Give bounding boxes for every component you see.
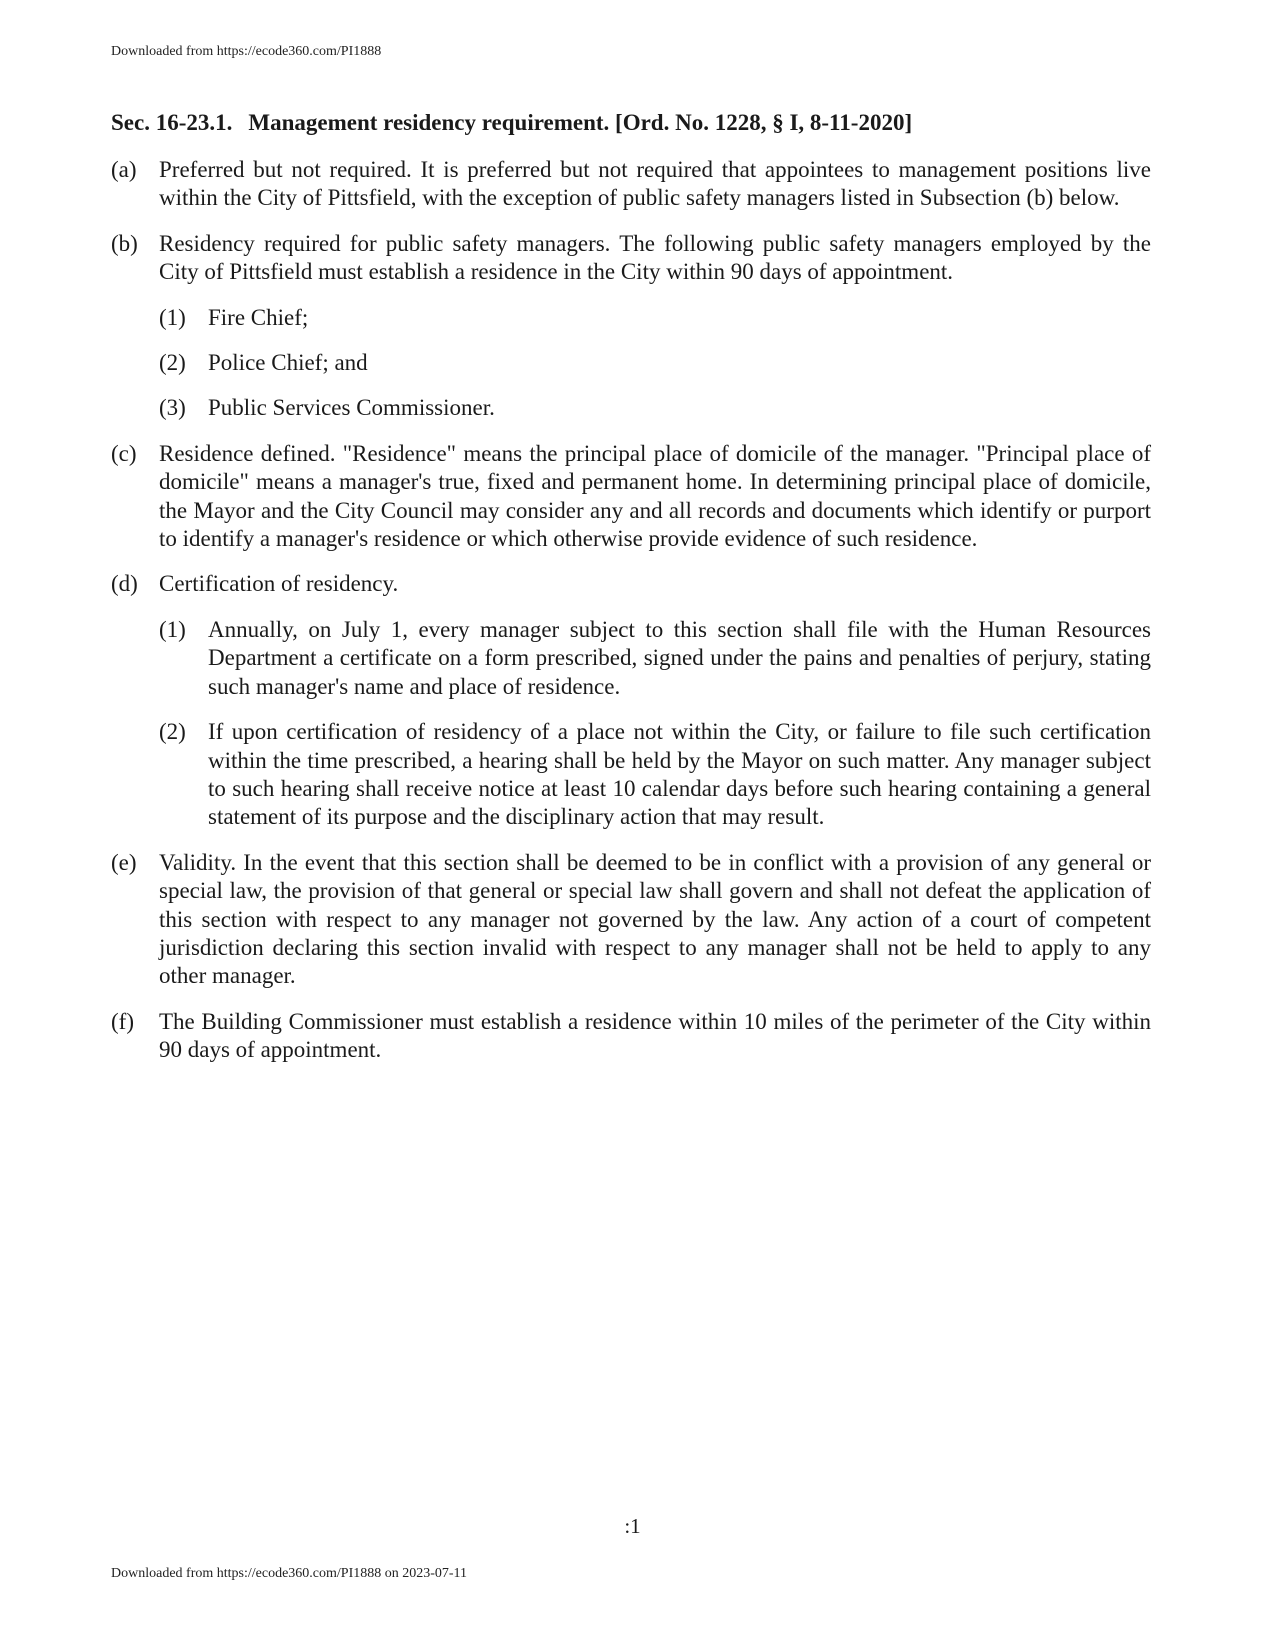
- subsection-text: Preferred but not required. It is preferred but not required that appointees to management positions live within the City of Pittsfield, with the exception of public safety managers listed in Subsection (b) below.: [159, 157, 1151, 211]
- subsection-d-list: [159, 616, 1151, 832]
- list-item-text: If upon certification of residency of a place not within the City, or failure to file such certification within the time prescribed, a hearing shall be held by the Mayor on such matter. Any manager subject to such hearing shall receive notice at least 10 calendar days before such hearing containing a general statement of its purpose and the disciplinary action that may result.: [208, 719, 1151, 830]
- subsection-text: Certification of residency.: [159, 571, 399, 597]
- subsection-label: (e): [111, 849, 137, 875]
- download-source-header: Downloaded from https://ecode360.com/PI1888: [111, 44, 382, 59]
- list-item-text: Fire Chief;: [208, 304, 309, 330]
- section-title: Management residency requirement. [Ord. No. 1228, § I, 8-11-2020]: [248, 110, 913, 135]
- subsection-a: [111, 156, 1151, 213]
- list-item-text: Police Chief; and: [208, 350, 368, 376]
- subsection-label: (d): [111, 571, 138, 597]
- list-item-label: (2): [159, 350, 186, 376]
- list-item: [159, 394, 1151, 422]
- subsection-text: Residence defined. "Residence" means the principal place of domicile of the manager. "Principal place of domicile" means a manager's true, fixed and permanent home. In determining principal place of domicile, the Mayor and the City Council may consider any and all records and documents which identify or purport to identify a manager's residence or which otherwise provide evidence of such residence.: [159, 440, 1151, 552]
- subsection-e: [111, 849, 1151, 991]
- list-item-text: Annually, on July 1, every manager subject to this section shall file with the Human Resources Department a certificate on a form prescribed, signed under the pains and penalties of perjury, stating such manager's name and place of residence.: [208, 616, 1151, 699]
- page-number: :1: [624, 1514, 641, 1538]
- subsection-b: [111, 230, 1151, 423]
- subsection-label: (c): [111, 440, 137, 466]
- download-source-footer: Downloaded from https://ecode360.com/PI1888 on 2023-07-11: [111, 1566, 468, 1581]
- subsection-f: [111, 1008, 1151, 1065]
- list-item: [159, 718, 1151, 832]
- list-item-label: (2): [159, 719, 186, 745]
- list-item-text: Public Services Commissioner.: [208, 395, 495, 421]
- subsection-label: (b): [111, 230, 138, 256]
- subsection-c: [111, 440, 1151, 554]
- subsection-body: [159, 230, 1151, 423]
- subsection-label: (a): [111, 157, 137, 182]
- list-item: [159, 616, 1151, 701]
- subsection-label: (f): [111, 1008, 134, 1034]
- section-body: [111, 156, 1151, 1082]
- subsection-text: Residency required for public safety managers. The following public safety managers employed by the City of Pittsfield must establish a residence in the City within 90 days of appointment.: [159, 230, 1151, 285]
- list-item: [159, 304, 1151, 332]
- list-item: [159, 349, 1151, 377]
- subsection-text: Validity. In the event that this section shall be deemed to be in conflict with a provision of any general or special law, the provision of that general or special law shall govern and shall not defeat the application of this section with respect to any manager not governed by the law. Any action of a court of competent jurisdiction declaring this section invalid with respect to any manager shall not be held to apply to any other manager.: [159, 849, 1151, 989]
- subsection-b-list: [159, 304, 1151, 423]
- list-item-label: (1): [159, 616, 186, 642]
- section-number: Sec. 16-23.1.: [111, 110, 233, 135]
- list-item-label: (1): [159, 304, 186, 330]
- subsection-d: [111, 570, 1151, 831]
- subsection-text: The Building Commissioner must establish a residence within 10 miles of the perimeter of the City within 90 days of appointment.: [159, 1008, 1151, 1063]
- list-item-label: (3): [159, 395, 186, 421]
- subsection-body: [159, 570, 1151, 831]
- section-heading: [111, 110, 912, 136]
